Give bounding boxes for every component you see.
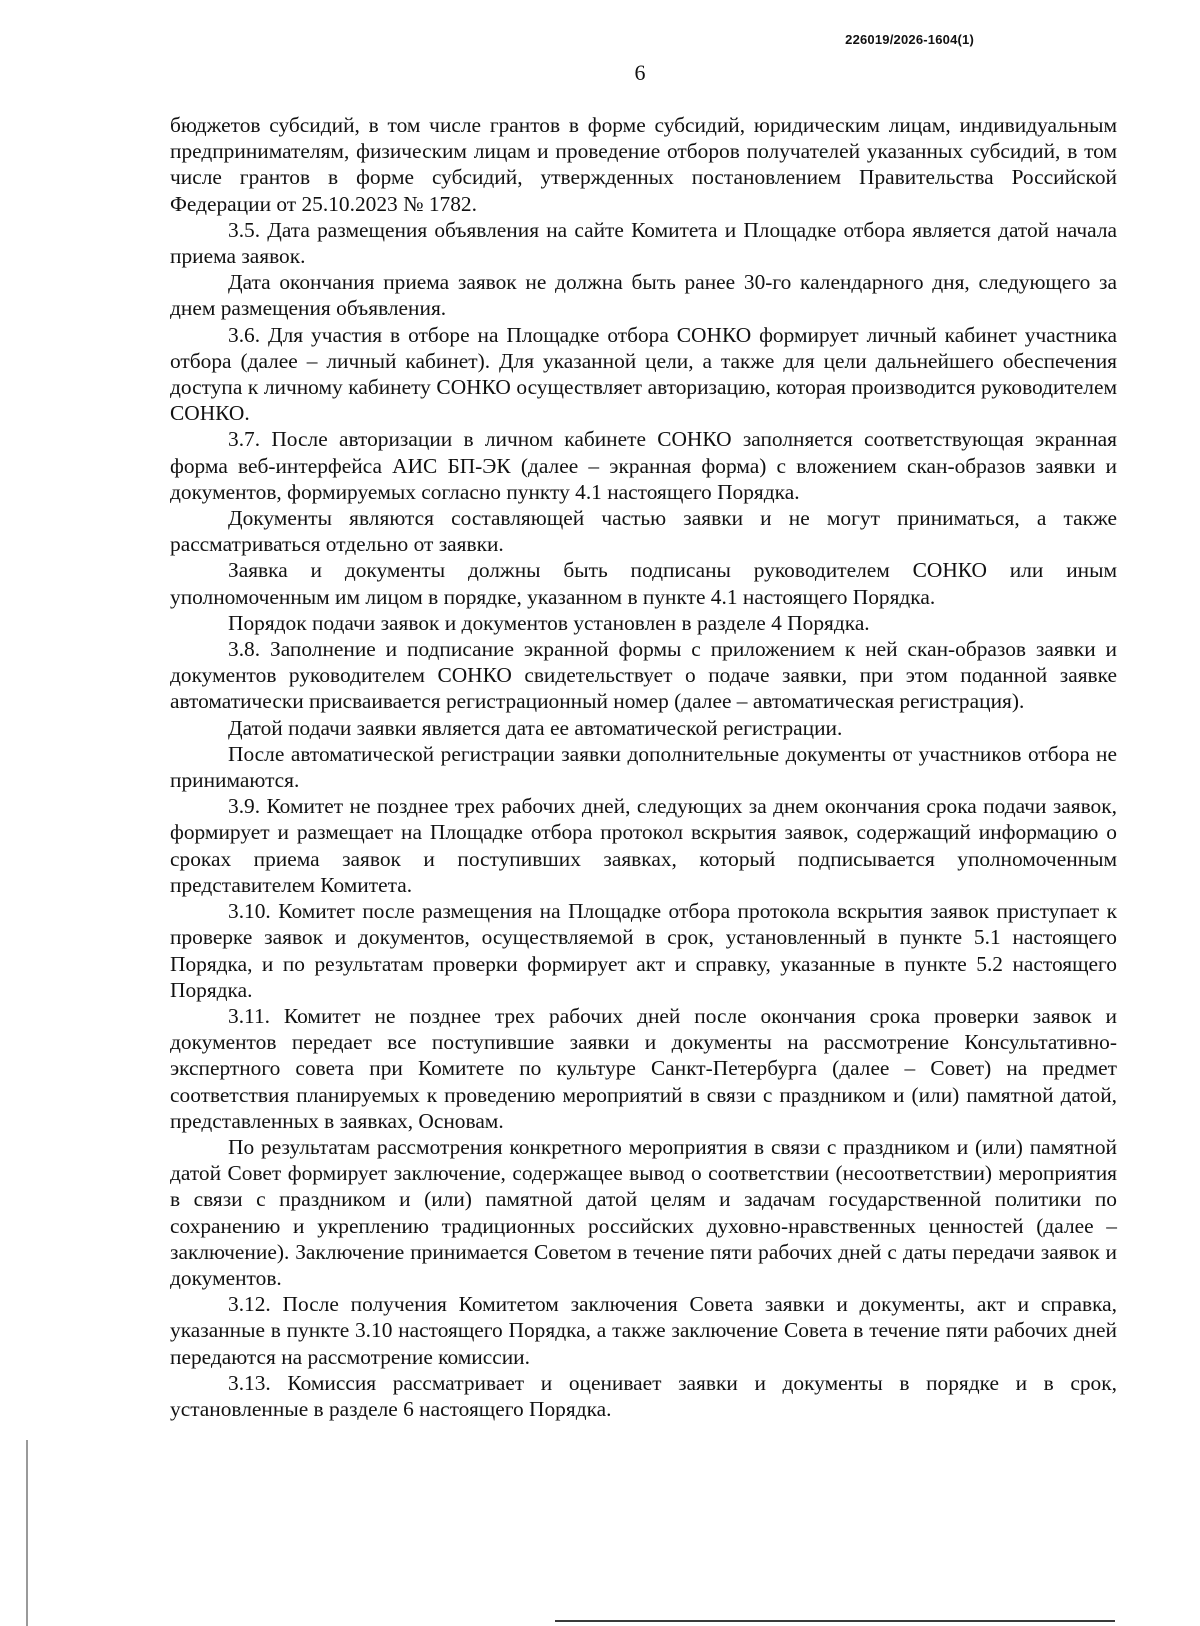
page-number: 6: [634, 60, 646, 85]
paragraph-3-5: 3.5. Дата размещения объявления на сайте Комитета и Площадке отбора является датой начала приема заявок.: [170, 217, 1117, 269]
paragraph-3-12: 3.12. После получения Комитетом заключения Совета заявки и документы, акт и справка, указанные в пункте 3.10 настоящего Порядка, а также заключение Совета в течение пяти рабочих дней передаются на рассмотрение комиссии.: [170, 1292, 1117, 1369]
paragraph-3-9: 3.9. Комитет не позднее трех рабочих дней, следующих за днем окончания срока подачи заявок, формирует и размещает на Площадке отбора протокол вскрытия заявок, содержащий информацию о сроках приема заявок и поступивших заявках, который подписывается уполномоченным представителем Комитета.: [170, 794, 1117, 897]
paragraph-continuation: бюджетов субсидий, в том числе грантов в форме субсидий, юридическим лицам, индивидуальным предпринимателям, физическим лицам и проведение отборов получателей указанных субсидий, в том числе грантов в форме субсидий, утвержденных постановлением Правительства Российской Федерации от 25.10.2023 № 1782.: [170, 113, 1117, 216]
document-body: [170, 112, 1117, 1422]
document-id: 226019/2026-1604(1): [845, 32, 974, 47]
scan-edge-line: [26, 1440, 28, 1626]
paragraph-3-10: 3.10. Комитет после размещения на Площадке отбора протокола вскрытия заявок приступает к проверке заявок и документов, осуществляемой в срок, установленный в пункте 5.1 настоящего Порядка, и по результатам проверки формирует акт и справку, указанные в пункте 5.2 настоящего Порядка.: [170, 899, 1117, 1002]
paragraph-documents-part: Документы являются составляющей частью заявки и не могут приниматься, а также рассматриваться отдельно от заявки.: [170, 506, 1117, 557]
scan-bottom-line: [555, 1620, 1115, 1622]
paragraph-signing: Заявка и документы должны быть подписаны руководителем СОНКО или иным уполномоченным им лицом в порядке, указанном в пункте 4.1 настоящего Порядка.: [170, 558, 1117, 609]
paragraph-3-8: 3.8. Заполнение и подписание экранной формы с приложением к ней скан-образов заявки и документов руководителем СОНКО свидетельствует о подаче заявки, при этом поданной заявке автоматически присваивается регистрационный номер (далее – автоматическая регистрация).: [170, 637, 1117, 714]
paragraph-3-11: 3.11. Комитет не позднее трех рабочих дней после окончания срока проверки заявок и документов передает все поступившие заявки и документы на рассмотрение Консультативно-экспертного совета при Комитете по культуре Санкт-Петербурга (далее – Совет) на предмет соответствия планируемых к проведению мероприятий в связи с праздником и (или) памятной датой, представленных в заявках, Основам.: [170, 1003, 1117, 1133]
paragraph-3-6: 3.6. Для участия в отборе на Площадке отбора СОНКО формирует личный кабинет участника отбора (далее – личный кабинет). Для указанной цели, а также для цели дальнейшего обеспечения доступа к личному кабинету СОНКО осуществляет авторизацию, которая производится руководителем СОНКО.: [170, 322, 1117, 426]
paragraph-3-13: 3.13. Комиссия рассматривает и оценивает заявки и документы в порядке и в срок, установленные в разделе 6 настоящего Порядка.: [170, 1370, 1117, 1421]
paragraph-submission-order: Порядок подачи заявок и документов установлен в разделе 4 Порядка.: [228, 610, 870, 635]
paragraph-no-additional-docs: После автоматической регистрации заявки дополнительные документы от участников отбора не принимаются.: [170, 741, 1117, 793]
paragraph-council-conclusion: По результатам рассмотрения конкретного мероприятия в связи с праздником и (или) памятной датой Совет формирует заключение, содержащее вывод о соответствии (несоответствии) мероприятия в связи с праздником и (или) памятной датой целям и задачам государственной политики по сохранению и укреплению традиционных российских духовно-нравственных ценностей (далее – заключение). Заключение принимается Советом в течение пяти рабочих дней с даты передачи заявок и документов.: [170, 1134, 1117, 1290]
paragraph-end-date: Дата окончания приема заявок не должна быть ранее 30-го календарного дня, следующего за днем размещения объявления.: [170, 270, 1117, 321]
paragraph-3-7: 3.7. После авторизации в личном кабинете СОНКО заполняется соответствующая экранная форма веб-интерфейса АИС БП-ЭК (далее – экранная форма) с вложением скан-образов заявки и документов, формируемых согласно пункту 4.1 настоящего Порядка.: [170, 427, 1117, 504]
paragraph-submission-date: Датой подачи заявки является дата ее автоматической регистрации.: [228, 715, 843, 740]
